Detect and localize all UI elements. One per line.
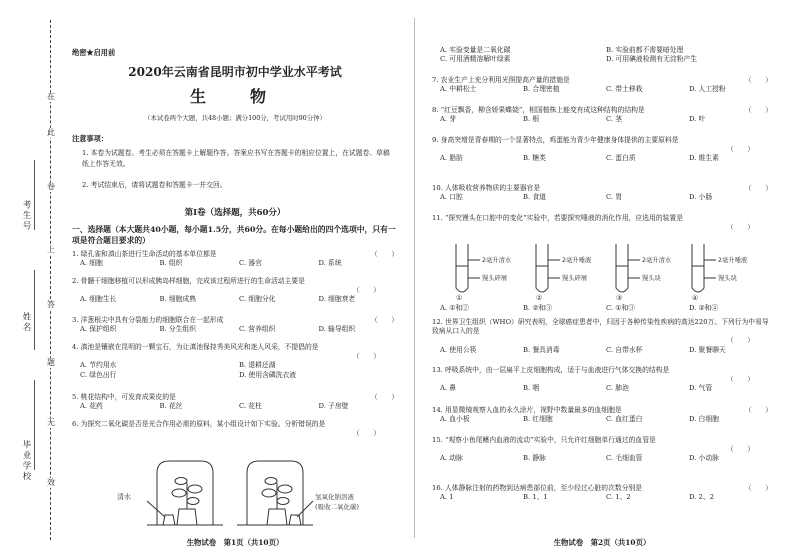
- answer-parens: （ ）: [370, 393, 398, 401]
- question-text: 12. 世界卫生组织（WHO）研究表明，全球癌症患者中，归因于各种传染性疾病的高达220万。下列行为中易导致病从口入的是: [432, 318, 769, 336]
- option: B. ②和③: [523, 304, 553, 312]
- test-tube-figure: [442, 240, 762, 300]
- tube-label: 2毫升唾液: [718, 257, 748, 264]
- question-11-options: [432, 304, 772, 313]
- binding-char: 此: [44, 128, 58, 138]
- part-title: 第Ⅰ卷（选择题，共60分）: [184, 208, 286, 218]
- question-text: 9. 身高突增是青春期的一个显著特点，鸡蛋能为青少年健康身体提供的主要原料是: [432, 136, 679, 144]
- fig-label-naoh-note: (吸收二氧化碳): [315, 503, 360, 511]
- option: A. 使用公筷: [440, 345, 477, 354]
- option: A. 1: [440, 493, 454, 502]
- name-label: 姓名: [21, 312, 31, 333]
- question-11: [432, 214, 772, 232]
- option: A. 鼻: [440, 384, 457, 393]
- option: D. 气管: [689, 384, 713, 393]
- question-text: 4. 滇池是镶嵌在昆明的一颗宝石，为让滇池保持秀美风光和迷人风采，不提倡的是: [72, 343, 319, 351]
- option: B. 餐具消毒: [523, 345, 560, 354]
- binding-char: 答: [44, 300, 58, 310]
- answer-parens: （ ）: [370, 316, 398, 324]
- test-tube-2: [536, 244, 560, 292]
- question-5: [72, 393, 398, 411]
- question-text: 16. 人体静脉注射的药物到达病患部位前，至少经过心脏的次数分别是: [432, 484, 643, 492]
- tube-number: ②: [536, 294, 543, 300]
- option: A. ①和②: [440, 304, 469, 312]
- option: B. 咽: [523, 384, 540, 393]
- tube-number: ③: [616, 294, 623, 300]
- option: C. 绿色出行: [80, 370, 117, 379]
- bell-jar-control: [147, 461, 223, 525]
- tube-number: ①: [456, 294, 463, 300]
- option: A. 实验变量是二氧化碳: [440, 46, 511, 54]
- option: D. 系统: [318, 259, 342, 268]
- option: B. 食道: [523, 193, 546, 202]
- option: D. 叶: [689, 115, 706, 124]
- exam-title: 2020年云南省昆明市初中学业水平考试: [128, 65, 342, 79]
- option: B. 合理密植: [523, 85, 560, 94]
- answer-parens: （ ）: [370, 250, 398, 258]
- question-text: 7. 农业生产上充分利用光照提高产量的措施是: [432, 76, 570, 84]
- student-id-label: 考生号: [21, 200, 31, 232]
- fig-label-naoh: 氢氧化钠溶液: [315, 493, 354, 501]
- student-id-field[interactable]: [34, 160, 35, 230]
- page-footer: 生物试卷 第1页（共10页）: [186, 538, 284, 547]
- answer-parens: （ ）: [726, 223, 754, 232]
- question-8: [432, 106, 772, 124]
- answer-parens: （ ）: [352, 429, 380, 438]
- question-14: [432, 406, 772, 424]
- answer-parens: （ ）: [726, 145, 754, 154]
- option: D. 2、2: [689, 493, 714, 502]
- tube-number: ④: [692, 294, 699, 300]
- binding-char: 上: [44, 245, 58, 255]
- option: B. 花丝: [159, 402, 183, 411]
- answer-parens: （ ）: [352, 352, 380, 361]
- question-2: [72, 277, 398, 305]
- question-7: [432, 76, 772, 94]
- option: A. 中耕松土: [440, 85, 477, 94]
- option: B. 分生组织: [159, 325, 197, 334]
- tube-label: 2毫升唾液: [562, 257, 592, 264]
- question-1: [72, 250, 398, 268]
- option: C. 器官: [239, 259, 262, 268]
- answer-parens: （ ）: [726, 445, 754, 454]
- option: C. 蛋白质: [606, 154, 636, 163]
- option: A. 口腔: [440, 193, 463, 202]
- question-4: [72, 343, 398, 380]
- binding-char: 在: [44, 92, 58, 102]
- option: D. 维生素: [689, 154, 719, 163]
- question-text: 2. 骨髓干细胞移植可以形成胰岛样细胞，完成该过程所进行的生命活动主要是: [72, 277, 305, 285]
- option: C. 自带水杯: [606, 345, 643, 354]
- option: D. 输导组织: [318, 325, 356, 334]
- question-15: [432, 436, 772, 464]
- question-text: 10. 人体吸收营养物质的主要器官是: [432, 184, 541, 192]
- tube-label: 馒头碎屑: [482, 275, 508, 282]
- question-6-options: [432, 46, 772, 64]
- option: A. 血小板: [440, 415, 470, 424]
- question-13: [432, 366, 772, 394]
- binding-char: 题: [44, 358, 58, 368]
- answer-parens: （ ）: [744, 76, 772, 84]
- option: C. 营养组织: [239, 325, 276, 334]
- bell-jar-treatment: [237, 461, 313, 525]
- question-text: 11. “探究馒头在口腔中的变化”实验中，若要探究唾液的消化作用，应选用的装置是: [432, 214, 684, 222]
- option: C. 花柱: [239, 402, 262, 411]
- photosynthesis-experiment-figure: [117, 455, 377, 527]
- tube-label: 馒头碎屑: [562, 275, 588, 282]
- school-field[interactable]: [34, 380, 35, 470]
- option: B. 退耕还湖: [239, 361, 276, 370]
- subject-title: 生 物: [189, 87, 280, 106]
- option: C. 胃: [606, 193, 623, 202]
- binding-margin: [0, 0, 70, 560]
- option: C. 细胞分化: [239, 295, 276, 304]
- section-title: 一、选择题（本大题共40小题，每小题1.5分，共60分。在每小题给出的四个选项中，只有一项是符合题目要求的）: [72, 225, 396, 246]
- notice-title: 注意事项：: [72, 134, 108, 143]
- answer-parens: （ ）: [744, 406, 772, 414]
- option: D. 小动脉: [689, 454, 719, 463]
- tube-label: 2毫升清水: [642, 257, 672, 264]
- question-6: [72, 420, 398, 438]
- question-text: 13. 呼吸系统中，由一层扁平上皮细胞构成，适于与血液进行气体交换的结构是: [432, 366, 670, 374]
- notice-item: 2. 考试结束后，请将试题卷和答题卡一并交回。: [82, 181, 227, 189]
- option: D. 白细胞: [689, 415, 719, 424]
- answer-parens: （ ）: [744, 106, 772, 114]
- question-12: [432, 318, 772, 355]
- answer-parens: （ ）: [744, 484, 772, 492]
- option: A. 动脉: [440, 454, 463, 463]
- question-10: [432, 184, 772, 202]
- tube-label: 2毫升清水: [482, 257, 512, 264]
- option: A. 保护组织: [80, 325, 117, 334]
- question-text: 6. 为探究二氧化碳是否是光合作用必需的原料，某小组设计如下实验。分析错误的是: [72, 420, 326, 428]
- exam-info: （本试卷两个大题，共48小题；满分100分，考试用时90分钟）: [144, 114, 326, 122]
- exam-page-1: [72, 0, 398, 560]
- answer-parens: （ ）: [744, 184, 772, 192]
- question-text: 1. 绿孔雀和滇山茶进行生命活动的基本单位都是: [72, 250, 217, 258]
- question-3: [72, 316, 398, 334]
- notice-item: 1. 本卷为试题卷。考生必须在答题卡上解题作答。答案应书写在答题卡的相应位置上，在试题卷、草稿纸上作答无效。: [82, 149, 390, 169]
- option: B. 糖类: [523, 154, 546, 163]
- option: D. 子房壁: [318, 402, 349, 411]
- option: A. 细胞: [80, 259, 103, 268]
- option: B. 红细胞: [523, 415, 553, 424]
- question-9: [432, 136, 772, 164]
- option: B. 根: [523, 115, 540, 124]
- option: A. 芽: [440, 115, 457, 124]
- binding-char: 效: [44, 478, 58, 488]
- option: C. 毛细血管: [606, 454, 643, 463]
- tube-label: 馒头块: [718, 275, 737, 282]
- option: B. 静脉: [523, 454, 546, 463]
- question-text: 8. “红豆飘香，柳含娇果蝶娆”，相国植株上能变有成这种结构的结构是: [432, 106, 645, 114]
- question-16: [432, 484, 772, 502]
- answer-parens: （ ）: [726, 375, 754, 384]
- option: D. 人工授粉: [689, 85, 726, 94]
- option: D. 小肠: [689, 193, 713, 202]
- option: D. 聚餐聊天: [689, 345, 726, 354]
- binding-char: 无: [44, 418, 58, 428]
- option: D. ②和④: [689, 304, 719, 312]
- option: C. 血红蛋白: [606, 415, 643, 424]
- option: D. 可用碘液检测有无淀粉产生: [606, 55, 698, 64]
- option: C. 带土移栽: [606, 85, 643, 94]
- option: D. 细胞衰老: [318, 295, 356, 304]
- page-footer: 生物试卷 第2页（共10页）: [553, 538, 651, 547]
- option: C. ①和③: [606, 304, 635, 312]
- fig-label-water: 清水: [117, 493, 131, 501]
- option: D. 使用含磷洗衣液: [239, 370, 297, 379]
- test-tube-1: [456, 244, 480, 292]
- option: A. 细胞生长: [80, 295, 117, 304]
- option: A. 节约用水: [80, 361, 117, 370]
- answer-parens: （ ）: [726, 336, 754, 345]
- binding-char: 卷: [44, 182, 58, 192]
- option: B. 实验前都不需要暗处理: [606, 46, 684, 54]
- secret-label: 绝密★启用前: [72, 48, 116, 57]
- question-text: 3. 洋葱根尖中具有分裂能力的细胞联合在一起形成: [72, 316, 224, 324]
- option: A. 脂肪: [440, 154, 463, 163]
- question-text: 15. “观察小鱼尾鳍内血液的流动”实验中，只允许红细胞单行通过的血管是: [432, 436, 656, 444]
- question-text: 5. 桃花结构中，可发育成果皮的是: [72, 393, 176, 401]
- page-divider: [414, 18, 415, 538]
- option: C. 可用酒精溶解叶绿素: [440, 55, 511, 64]
- option: C. 茎: [606, 115, 623, 124]
- option: C. 1、2: [606, 493, 631, 502]
- tube-label: 馒头块: [642, 275, 661, 282]
- name-field[interactable]: [34, 270, 35, 350]
- test-tube-3: [616, 244, 640, 292]
- answer-parens: （ ）: [352, 286, 380, 295]
- option: B. 1、1: [523, 493, 548, 502]
- option: B. 组织: [159, 259, 183, 268]
- school-label: 毕业学校: [21, 440, 31, 482]
- option: C. 肺泡: [606, 384, 629, 393]
- question-text: 14. 用显微镜观察人血的永久涂片，视野中数量最多的血细胞是: [432, 406, 622, 414]
- option: A. 花药: [80, 402, 103, 411]
- test-tube-4: [692, 244, 716, 292]
- exam-page-2: [432, 0, 772, 560]
- option: B. 细胞成熟: [159, 295, 197, 304]
